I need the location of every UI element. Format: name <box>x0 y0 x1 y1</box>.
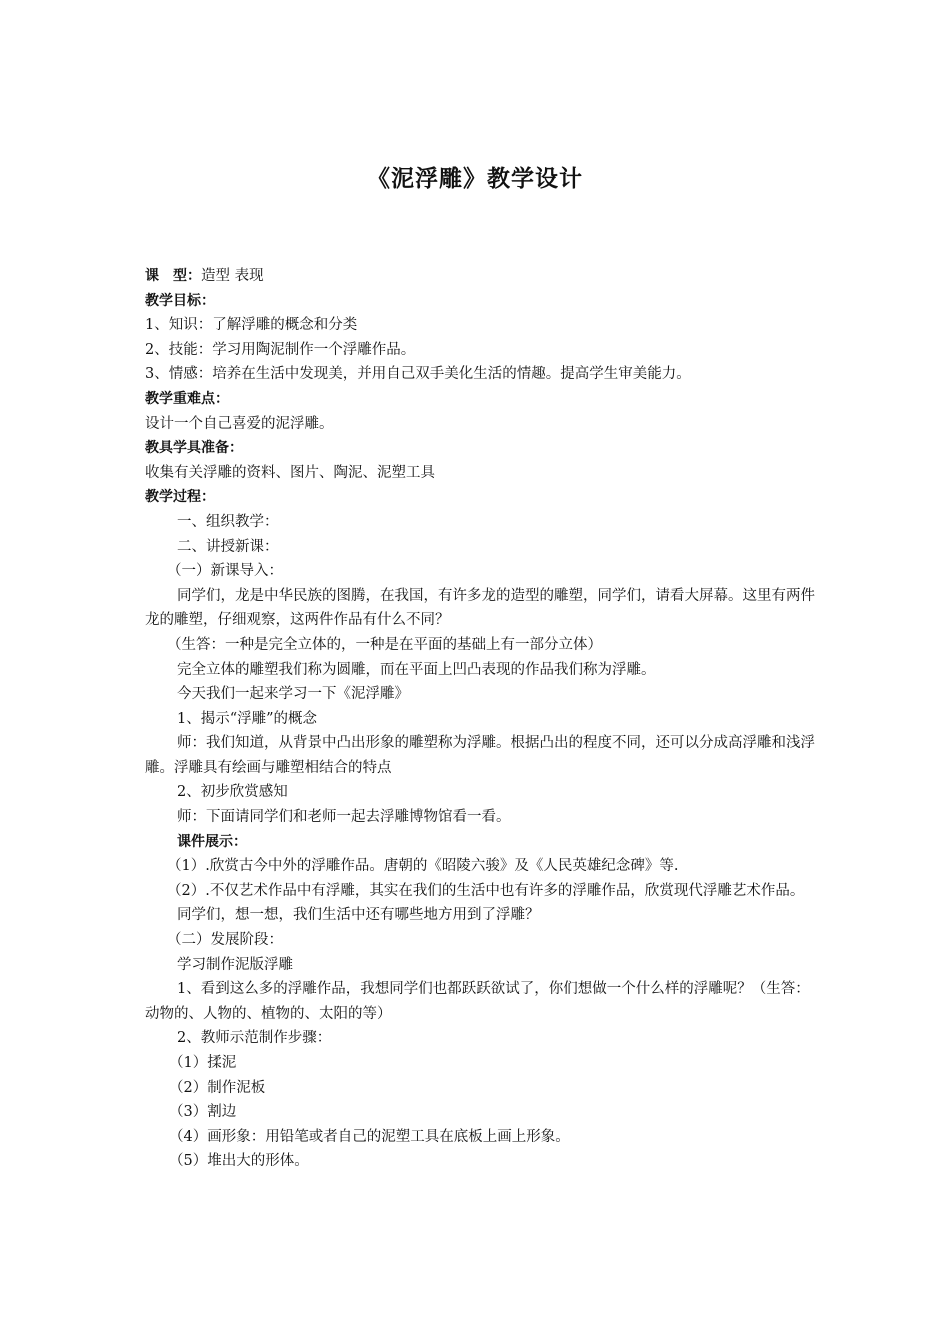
objectives-heading: 教学目标： <box>145 292 215 309</box>
process-line: 2、教师示范制作步骤： <box>177 1030 332 1047</box>
objective-item: 3、情感：培养在生活中发现美，并用自己双手美化生活的情趣。提高学生审美能力。 <box>145 366 691 383</box>
step-item: （3）割边 <box>169 1104 237 1121</box>
process-line: 今天我们一起来学习一下《泥浮雕》 <box>177 686 409 703</box>
materials-heading: 教具学具准备： <box>145 440 243 457</box>
key-points-text: 设计一个自己喜爱的泥浮雕。 <box>145 415 334 432</box>
document-title: 《泥浮雕》教学设计 <box>367 166 583 192</box>
lesson-type-label: 课 型： <box>145 268 201 284</box>
process-line: 师：下面请同学们和老师一起去浮雕博物馆看一看。 <box>177 809 511 826</box>
key-points-heading: 教学重难点： <box>145 390 229 407</box>
process-paragraph: （2）.不仅艺术作品中有浮雕，其实在我们的生活中也有许多的浮雕作品，欣赏现代浮雕艺术作品。 <box>167 882 805 899</box>
process-line: 同学们，想一想，我们生活中还有哪些地方用到了浮雕？ <box>177 907 540 924</box>
process-line: （一）新课导入： <box>167 563 283 580</box>
step-item: （1）揉泥 <box>169 1055 237 1071</box>
materials-text: 收集有关浮雕的资料、图片、陶泥、泥塑工具 <box>145 464 435 481</box>
courseware-heading: 课件展示： <box>177 833 247 850</box>
step-item: （4）画形象：用铅笔或者自己的泥塑工具在底板上画上形象。 <box>169 1128 570 1145</box>
document-body <box>145 264 815 1174</box>
step-item: （2）制作泥板 <box>169 1079 266 1096</box>
process-heading: 教学过程： <box>145 489 215 506</box>
process-line: 1、揭示“浮雕”的概念 <box>177 710 318 727</box>
lesson-type-line <box>145 264 815 289</box>
lesson-type-value: 造型 表现 <box>201 268 264 284</box>
process-line: （1）.欣赏古今中外的浮雕作品。唐朝的《昭陵六骏》及《人民英雄纪念碑》等. <box>167 858 679 875</box>
process-line: 一、组织教学： <box>177 513 279 530</box>
process-paragraph: 1、看到这么多的浮雕作品，我想同学们也都跃跃欲试了，你们想做一个什么样的浮雕呢？（生答：动物的、人物的、植物的、太阳的等） <box>145 981 810 1022</box>
step-item: （5）堆出大的形体。 <box>169 1153 309 1170</box>
process-paragraph: 师：我们知道，从背景中凸出形象的雕塑称为浮雕。根据凸出的程度不同，还可以分成高浮雕和浅浮雕。浮雕具有绘画与雕塑相结合的特点 <box>145 735 815 776</box>
process-line: 完全立体的雕塑我们称为圆雕，而在平面上凹凸表现的作品我们称为浮雕。 <box>177 661 656 678</box>
objective-item: 1、知识：了解浮雕的概念和分类 <box>145 317 358 334</box>
process-line: （二）发展阶段： <box>167 932 283 949</box>
process-line: 2、初步欣赏感知 <box>177 784 288 801</box>
objective-item: 2、技能：学习用陶泥制作一个浮雕作品。 <box>145 341 416 358</box>
process-line: 二、讲授新课： <box>177 538 279 555</box>
process-paragraph: 同学们，龙是中华民族的图腾，在我国，有许多龙的造型的雕塑，同学们，请看大屏幕。这里有两件龙的雕塑，仔细观察，这两件作品有什么不同？ <box>145 587 815 629</box>
process-line: （生答：一种是完全立体的，一种是在平面的基础上有一部分立体） <box>167 636 602 653</box>
process-line: 学习制作泥版浮雕 <box>177 956 293 973</box>
